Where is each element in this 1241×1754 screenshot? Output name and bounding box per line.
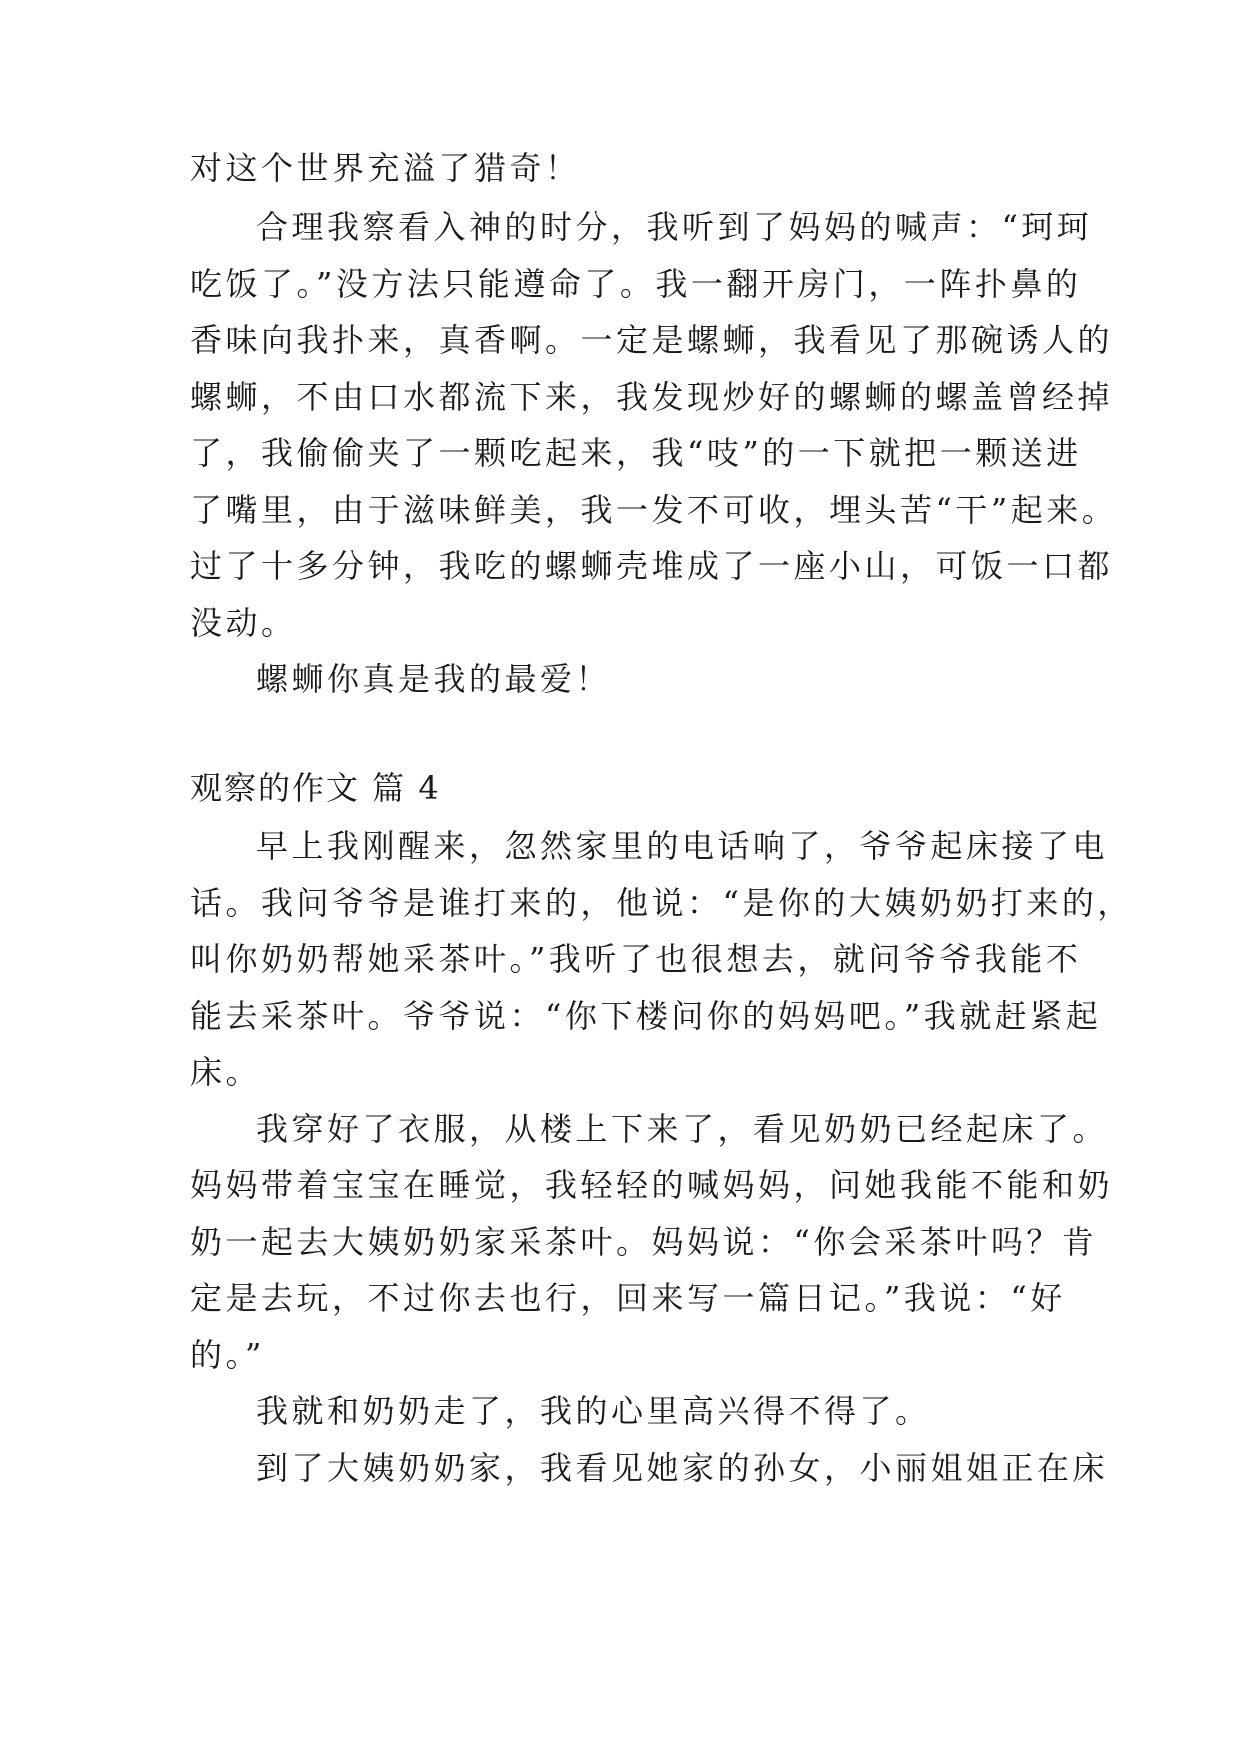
- text-line: 吃饭了。”没方法只能遵命了。我一翻开房门，一阵扑鼻的: [190, 265, 1082, 303]
- text-line: 香味向我扑来，真香啊。一定是螺蛳，我看见了那碗诱人的: [190, 321, 1114, 359]
- text-line: 我就和奶奶走了，我的心里高兴得不得了。: [256, 1392, 931, 1430]
- text-line: 螺蛳，不由口水都流下来，我发现炒好的螺蛳的螺盖曾经掉: [190, 378, 1114, 416]
- text-line: 叫你奶奶帮她采茶叶。”我听了也很想去，就问爷爷我能不: [190, 940, 1082, 978]
- text-line: 早上我刚醒来，忽然家里的电话响了，爷爷起床接了电: [256, 827, 1109, 865]
- text-line: 定是去玩，不过你去也行，回来写一篇日记。”我说：“好: [190, 1279, 1066, 1317]
- section-heading: 观察的作文 篇 4: [190, 769, 441, 807]
- text-line: 奶一起去大姨奶奶家采茶叶。妈妈说：“你会采茶叶吗？肯: [190, 1223, 1098, 1261]
- text-line: 对这个世界充溢了猎奇！: [190, 149, 581, 187]
- text-line: 床。: [190, 1053, 262, 1091]
- text-line: 合理我察看入神的时分，我听到了妈妈的喊声：“珂珂: [256, 208, 1093, 246]
- text-line: 了，我偷偷夹了一颗吃起来，我“吱”的一下就把一颗送进: [190, 434, 1082, 472]
- text-line: 话。我问爷爷是谁打来的，他说：“是你的大姨奶奶打来的，: [190, 884, 1133, 922]
- text-line: 的。”: [190, 1336, 265, 1374]
- text-line: 我穿好了衣服，从楼上下来了，看见奶奶已经起床了。: [256, 1110, 1109, 1148]
- text-line: 螺蛳你真是我的最爱！: [256, 660, 612, 698]
- text-line: 能去采茶叶。爷爷说：“你下楼问你的妈妈吧。”我就赶紧起: [190, 997, 1102, 1035]
- text-line: 过了十多分钟，我吃的螺蛳壳堆成了一座小山，可饭一口都: [190, 547, 1114, 585]
- text-line: 妈妈带着宝宝在睡觉，我轻轻的喊妈妈，问她我能不能和奶: [190, 1166, 1114, 1204]
- text-line: 到了大姨奶奶家，我看见她家的孙女，小丽姐姐正在床: [256, 1449, 1109, 1487]
- text-line: 没动。: [190, 604, 297, 642]
- text-line: 了嘴里，由于滋味鲜美，我一发不可收，埋头苦“干”起来。: [190, 491, 1118, 529]
